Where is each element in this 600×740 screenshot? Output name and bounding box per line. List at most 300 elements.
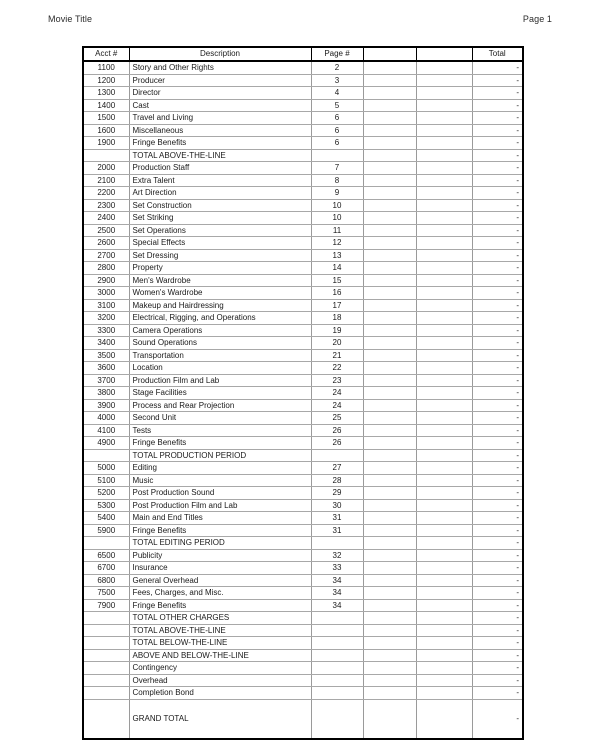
- cell-page[interactable]: 9: [311, 187, 363, 200]
- cell-page[interactable]: 6: [311, 112, 363, 125]
- cell-blank-1[interactable]: [363, 524, 416, 537]
- cell-blank-2[interactable]: [416, 487, 472, 500]
- cell-description[interactable]: Production Staff: [129, 162, 311, 175]
- cell-blank-2[interactable]: [416, 437, 472, 450]
- cell-blank-2[interactable]: [416, 574, 472, 587]
- cell-total[interactable]: -: [472, 399, 523, 412]
- cell-blank-1[interactable]: [363, 662, 416, 675]
- cell-blank-1[interactable]: [363, 537, 416, 550]
- table-row[interactable]: [83, 537, 523, 550]
- cell-total[interactable]: -: [472, 649, 523, 662]
- table-row[interactable]: [83, 612, 523, 625]
- cell-description[interactable]: Director: [129, 87, 311, 100]
- cell-description[interactable]: Fees, Charges, and Misc.: [129, 587, 311, 600]
- cell-blank-2[interactable]: [416, 649, 472, 662]
- table-row[interactable]: [83, 299, 523, 312]
- cell-blank-2[interactable]: [416, 449, 472, 462]
- cell-total[interactable]: -: [472, 412, 523, 425]
- cell-page[interactable]: 19: [311, 324, 363, 337]
- cell-blank-2[interactable]: [416, 162, 472, 175]
- cell-acct[interactable]: [83, 612, 129, 625]
- cell-total[interactable]: -: [472, 299, 523, 312]
- table-row[interactable]: [83, 449, 523, 462]
- cell-acct[interactable]: [83, 687, 129, 700]
- cell-description[interactable]: Completion Bond: [129, 687, 311, 700]
- cell-total[interactable]: -: [472, 61, 523, 74]
- cell-total[interactable]: -: [472, 312, 523, 325]
- table-row[interactable]: [83, 162, 523, 175]
- cell-page[interactable]: 15: [311, 274, 363, 287]
- cell-description[interactable]: Stage Facilities: [129, 387, 311, 400]
- cell-blank-1[interactable]: [363, 612, 416, 625]
- table-row[interactable]: [83, 324, 523, 337]
- cell-acct[interactable]: 5400: [83, 512, 129, 525]
- cell-blank-2[interactable]: [416, 699, 472, 739]
- table-row[interactable]: [83, 662, 523, 675]
- cell-total[interactable]: -: [472, 462, 523, 475]
- cell-total[interactable]: -: [472, 262, 523, 275]
- table-row[interactable]: [83, 249, 523, 262]
- table-row[interactable]: [83, 399, 523, 412]
- cell-description[interactable]: Extra Talent: [129, 174, 311, 187]
- table-row[interactable]: [83, 437, 523, 450]
- cell-description[interactable]: TOTAL ABOVE-THE-LINE: [129, 149, 311, 162]
- cell-acct[interactable]: 3800: [83, 387, 129, 400]
- cell-total[interactable]: -: [472, 637, 523, 650]
- cell-acct[interactable]: 3700: [83, 374, 129, 387]
- cell-acct[interactable]: [83, 649, 129, 662]
- cell-blank-2[interactable]: [416, 499, 472, 512]
- cell-acct[interactable]: 1600: [83, 124, 129, 137]
- cell-description[interactable]: Camera Operations: [129, 324, 311, 337]
- cell-blank-2[interactable]: [416, 287, 472, 300]
- table-row[interactable]: [83, 487, 523, 500]
- table-row[interactable]: [83, 74, 523, 87]
- cell-acct[interactable]: 1400: [83, 99, 129, 112]
- cell-blank-2[interactable]: [416, 674, 472, 687]
- cell-blank-2[interactable]: [416, 637, 472, 650]
- cell-total[interactable]: -: [472, 287, 523, 300]
- cell-blank-1[interactable]: [363, 674, 416, 687]
- cell-page[interactable]: 20: [311, 337, 363, 350]
- table-row[interactable]: [83, 237, 523, 250]
- cell-description[interactable]: Second Unit: [129, 412, 311, 425]
- cell-description[interactable]: Production Film and Lab: [129, 374, 311, 387]
- cell-acct[interactable]: 3400: [83, 337, 129, 350]
- cell-blank-2[interactable]: [416, 112, 472, 125]
- cell-page[interactable]: 7: [311, 162, 363, 175]
- cell-acct[interactable]: 3500: [83, 349, 129, 362]
- cell-total[interactable]: -: [472, 687, 523, 700]
- cell-description[interactable]: Set Operations: [129, 224, 311, 237]
- cell-page[interactable]: 24: [311, 399, 363, 412]
- cell-total[interactable]: -: [472, 624, 523, 637]
- cell-acct[interactable]: [83, 637, 129, 650]
- cell-description[interactable]: Electrical, Rigging, and Operations: [129, 312, 311, 325]
- cell-acct[interactable]: 5200: [83, 487, 129, 500]
- table-row[interactable]: [83, 412, 523, 425]
- cell-blank-1[interactable]: [363, 187, 416, 200]
- cell-acct[interactable]: 1100: [83, 61, 129, 74]
- cell-blank-1[interactable]: [363, 637, 416, 650]
- cell-acct[interactable]: 2500: [83, 224, 129, 237]
- cell-blank-1[interactable]: [363, 587, 416, 600]
- cell-acct[interactable]: 3600: [83, 362, 129, 375]
- table-row[interactable]: [83, 474, 523, 487]
- cell-blank-1[interactable]: [363, 437, 416, 450]
- cell-acct[interactable]: 3300: [83, 324, 129, 337]
- cell-description[interactable]: Men's Wardrobe: [129, 274, 311, 287]
- cell-page[interactable]: 34: [311, 599, 363, 612]
- cell-blank-1[interactable]: [363, 349, 416, 362]
- table-row[interactable]: [83, 312, 523, 325]
- cell-description[interactable]: Editing: [129, 462, 311, 475]
- table-row[interactable]: [83, 424, 523, 437]
- cell-total[interactable]: -: [472, 212, 523, 225]
- cell-acct[interactable]: 2700: [83, 249, 129, 262]
- cell-total[interactable]: -: [472, 324, 523, 337]
- cell-blank-1[interactable]: [363, 312, 416, 325]
- cell-total[interactable]: -: [472, 424, 523, 437]
- cell-page[interactable]: 34: [311, 574, 363, 587]
- cell-acct[interactable]: 3100: [83, 299, 129, 312]
- cell-blank-2[interactable]: [416, 612, 472, 625]
- table-row[interactable]: [83, 349, 523, 362]
- cell-description[interactable]: Location: [129, 362, 311, 375]
- table-row[interactable]: [83, 637, 523, 650]
- cell-acct[interactable]: 5900: [83, 524, 129, 537]
- cell-acct[interactable]: 6700: [83, 562, 129, 575]
- cell-acct[interactable]: 5300: [83, 499, 129, 512]
- cell-total[interactable]: -: [472, 74, 523, 87]
- cell-description[interactable]: Insurance: [129, 562, 311, 575]
- cell-blank-2[interactable]: [416, 224, 472, 237]
- cell-page[interactable]: [311, 674, 363, 687]
- cell-description[interactable]: Main and End Titles: [129, 512, 311, 525]
- cell-blank-1[interactable]: [363, 262, 416, 275]
- cell-description[interactable]: GRAND TOTAL: [129, 699, 311, 739]
- cell-description[interactable]: Property: [129, 262, 311, 275]
- cell-total[interactable]: -: [472, 362, 523, 375]
- cell-page[interactable]: 14: [311, 262, 363, 275]
- table-row[interactable]: [83, 187, 523, 200]
- cell-total[interactable]: -: [472, 662, 523, 675]
- cell-blank-2[interactable]: [416, 624, 472, 637]
- cell-total[interactable]: -: [472, 237, 523, 250]
- cell-blank-2[interactable]: [416, 124, 472, 137]
- cell-page[interactable]: [311, 149, 363, 162]
- cell-blank-1[interactable]: [363, 87, 416, 100]
- table-row[interactable]: [83, 99, 523, 112]
- cell-description[interactable]: TOTAL EDITING PERIOD: [129, 537, 311, 550]
- table-row[interactable]: [83, 624, 523, 637]
- cell-page[interactable]: 10: [311, 212, 363, 225]
- cell-page[interactable]: 31: [311, 512, 363, 525]
- cell-page[interactable]: 12: [311, 237, 363, 250]
- cell-page[interactable]: 29: [311, 487, 363, 500]
- cell-blank-1[interactable]: [363, 512, 416, 525]
- cell-blank-2[interactable]: [416, 462, 472, 475]
- cell-description[interactable]: Art Direction: [129, 187, 311, 200]
- cell-acct[interactable]: 3200: [83, 312, 129, 325]
- cell-acct[interactable]: 5100: [83, 474, 129, 487]
- cell-description[interactable]: Transportation: [129, 349, 311, 362]
- cell-page[interactable]: 6: [311, 124, 363, 137]
- cell-total[interactable]: -: [472, 274, 523, 287]
- cell-blank-1[interactable]: [363, 74, 416, 87]
- table-row[interactable]: [83, 499, 523, 512]
- table-row[interactable]: [83, 699, 523, 739]
- table-row[interactable]: [83, 587, 523, 600]
- cell-blank-2[interactable]: [416, 262, 472, 275]
- cell-acct[interactable]: 6800: [83, 574, 129, 587]
- cell-page[interactable]: 30: [311, 499, 363, 512]
- cell-blank-2[interactable]: [416, 399, 472, 412]
- table-row[interactable]: [83, 124, 523, 137]
- cell-description[interactable]: Women's Wardrobe: [129, 287, 311, 300]
- cell-blank-1[interactable]: [363, 249, 416, 262]
- cell-acct[interactable]: 6500: [83, 549, 129, 562]
- cell-description[interactable]: Producer: [129, 74, 311, 87]
- cell-total[interactable]: -: [472, 612, 523, 625]
- table-row[interactable]: [83, 649, 523, 662]
- cell-blank-1[interactable]: [363, 387, 416, 400]
- cell-acct[interactable]: 4900: [83, 437, 129, 450]
- cell-total[interactable]: -: [472, 87, 523, 100]
- cell-blank-2[interactable]: [416, 537, 472, 550]
- cell-page[interactable]: 26: [311, 437, 363, 450]
- cell-acct[interactable]: [83, 624, 129, 637]
- cell-page[interactable]: 10: [311, 199, 363, 212]
- cell-total[interactable]: -: [472, 374, 523, 387]
- cell-page[interactable]: 13: [311, 249, 363, 262]
- table-row[interactable]: [83, 562, 523, 575]
- cell-blank-1[interactable]: [363, 112, 416, 125]
- cell-description[interactable]: Cast: [129, 99, 311, 112]
- cell-blank-2[interactable]: [416, 74, 472, 87]
- cell-blank-1[interactable]: [363, 174, 416, 187]
- cell-total[interactable]: -: [472, 187, 523, 200]
- cell-total[interactable]: -: [472, 537, 523, 550]
- cell-description[interactable]: Tests: [129, 424, 311, 437]
- table-row[interactable]: [83, 574, 523, 587]
- cell-total[interactable]: -: [472, 137, 523, 150]
- cell-blank-1[interactable]: [363, 687, 416, 700]
- cell-blank-2[interactable]: [416, 274, 472, 287]
- cell-blank-1[interactable]: [363, 599, 416, 612]
- cell-description[interactable]: ABOVE AND BELOW-THE-LINE: [129, 649, 311, 662]
- cell-acct[interactable]: 2200: [83, 187, 129, 200]
- cell-blank-2[interactable]: [416, 424, 472, 437]
- cell-description[interactable]: Miscellaneous: [129, 124, 311, 137]
- cell-page[interactable]: 24: [311, 387, 363, 400]
- cell-blank-1[interactable]: [363, 399, 416, 412]
- cell-description[interactable]: Post Production Film and Lab: [129, 499, 311, 512]
- cell-page[interactable]: 17: [311, 299, 363, 312]
- cell-blank-2[interactable]: [416, 512, 472, 525]
- cell-acct[interactable]: [83, 149, 129, 162]
- cell-page[interactable]: 3: [311, 74, 363, 87]
- cell-page[interactable]: [311, 699, 363, 739]
- cell-page[interactable]: 33: [311, 562, 363, 575]
- cell-blank-2[interactable]: [416, 349, 472, 362]
- cell-page[interactable]: 31: [311, 524, 363, 537]
- cell-description[interactable]: Set Striking: [129, 212, 311, 225]
- table-row[interactable]: [83, 687, 523, 700]
- cell-total[interactable]: -: [472, 162, 523, 175]
- cell-blank-1[interactable]: [363, 324, 416, 337]
- table-row[interactable]: [83, 549, 523, 562]
- cell-acct[interactable]: 2100: [83, 174, 129, 187]
- table-row[interactable]: [83, 287, 523, 300]
- cell-page[interactable]: 34: [311, 587, 363, 600]
- cell-blank-2[interactable]: [416, 187, 472, 200]
- cell-blank-2[interactable]: [416, 662, 472, 675]
- table-row[interactable]: [83, 512, 523, 525]
- cell-description[interactable]: Fringe Benefits: [129, 524, 311, 537]
- cell-description[interactable]: Contingency: [129, 662, 311, 675]
- cell-blank-1[interactable]: [363, 337, 416, 350]
- cell-page[interactable]: 21: [311, 349, 363, 362]
- table-row[interactable]: [83, 137, 523, 150]
- cell-total[interactable]: -: [472, 599, 523, 612]
- cell-total[interactable]: -: [472, 249, 523, 262]
- cell-acct[interactable]: [83, 449, 129, 462]
- cell-blank-1[interactable]: [363, 274, 416, 287]
- cell-acct[interactable]: 2400: [83, 212, 129, 225]
- table-row[interactable]: [83, 274, 523, 287]
- cell-page[interactable]: 4: [311, 87, 363, 100]
- cell-acct[interactable]: 1200: [83, 74, 129, 87]
- cell-total[interactable]: -: [472, 112, 523, 125]
- cell-page[interactable]: 6: [311, 137, 363, 150]
- cell-description[interactable]: Process and Rear Projection: [129, 399, 311, 412]
- cell-acct[interactable]: 2000: [83, 162, 129, 175]
- cell-blank-1[interactable]: [363, 462, 416, 475]
- cell-acct[interactable]: 3900: [83, 399, 129, 412]
- cell-blank-2[interactable]: [416, 587, 472, 600]
- cell-page[interactable]: 18: [311, 312, 363, 325]
- cell-blank-1[interactable]: [363, 99, 416, 112]
- cell-description[interactable]: Story and Other Rights: [129, 61, 311, 74]
- cell-acct[interactable]: 2600: [83, 237, 129, 250]
- cell-description[interactable]: Set Construction: [129, 199, 311, 212]
- cell-total[interactable]: -: [472, 99, 523, 112]
- cell-blank-1[interactable]: [363, 624, 416, 637]
- cell-acct[interactable]: 5000: [83, 462, 129, 475]
- table-row[interactable]: [83, 112, 523, 125]
- table-row[interactable]: [83, 262, 523, 275]
- cell-page[interactable]: [311, 537, 363, 550]
- cell-blank-1[interactable]: [363, 212, 416, 225]
- cell-description[interactable]: Makeup and Hairdressing: [129, 299, 311, 312]
- cell-blank-1[interactable]: [363, 162, 416, 175]
- cell-total[interactable]: -: [472, 449, 523, 462]
- cell-total[interactable]: -: [472, 199, 523, 212]
- cell-acct[interactable]: 7500: [83, 587, 129, 600]
- cell-acct[interactable]: [83, 674, 129, 687]
- cell-acct[interactable]: [83, 699, 129, 739]
- cell-description[interactable]: Special Effects: [129, 237, 311, 250]
- cell-blank-1[interactable]: [363, 474, 416, 487]
- cell-blank-1[interactable]: [363, 287, 416, 300]
- cell-description[interactable]: TOTAL PRODUCTION PERIOD: [129, 449, 311, 462]
- table-row[interactable]: [83, 212, 523, 225]
- cell-blank-1[interactable]: [363, 574, 416, 587]
- table-row[interactable]: [83, 362, 523, 375]
- cell-acct[interactable]: 1900: [83, 137, 129, 150]
- table-row[interactable]: [83, 174, 523, 187]
- cell-description[interactable]: Set Dressing: [129, 249, 311, 262]
- cell-page[interactable]: 11: [311, 224, 363, 237]
- cell-acct[interactable]: [83, 662, 129, 675]
- table-row[interactable]: [83, 149, 523, 162]
- cell-total[interactable]: -: [472, 224, 523, 237]
- cell-acct[interactable]: 2800: [83, 262, 129, 275]
- cell-blank-1[interactable]: [363, 299, 416, 312]
- cell-total[interactable]: -: [472, 174, 523, 187]
- cell-page[interactable]: 26: [311, 424, 363, 437]
- cell-description[interactable]: General Overhead: [129, 574, 311, 587]
- cell-blank-2[interactable]: [416, 199, 472, 212]
- cell-total[interactable]: -: [472, 474, 523, 487]
- cell-blank-2[interactable]: [416, 387, 472, 400]
- cell-blank-1[interactable]: [363, 124, 416, 137]
- cell-description[interactable]: Publicity: [129, 549, 311, 562]
- cell-page[interactable]: [311, 649, 363, 662]
- table-row[interactable]: [83, 599, 523, 612]
- cell-description[interactable]: Travel and Living: [129, 112, 311, 125]
- cell-acct[interactable]: 3000: [83, 287, 129, 300]
- table-row[interactable]: [83, 199, 523, 212]
- cell-blank-1[interactable]: [363, 424, 416, 437]
- cell-description[interactable]: TOTAL OTHER CHARGES: [129, 612, 311, 625]
- cell-total[interactable]: -: [472, 574, 523, 587]
- cell-blank-2[interactable]: [416, 599, 472, 612]
- cell-page[interactable]: [311, 687, 363, 700]
- cell-blank-2[interactable]: [416, 549, 472, 562]
- cell-acct[interactable]: [83, 537, 129, 550]
- cell-total[interactable]: -: [472, 549, 523, 562]
- cell-page[interactable]: [311, 449, 363, 462]
- cell-page[interactable]: [311, 662, 363, 675]
- cell-blank-2[interactable]: [416, 174, 472, 187]
- cell-acct[interactable]: 1300: [83, 87, 129, 100]
- cell-total[interactable]: -: [472, 587, 523, 600]
- cell-total[interactable]: -: [472, 562, 523, 575]
- cell-blank-2[interactable]: [416, 99, 472, 112]
- table-row[interactable]: [83, 87, 523, 100]
- cell-description[interactable]: Fringe Benefits: [129, 437, 311, 450]
- cell-blank-1[interactable]: [363, 199, 416, 212]
- cell-acct[interactable]: 4000: [83, 412, 129, 425]
- cell-blank-2[interactable]: [416, 61, 472, 74]
- table-row[interactable]: [83, 387, 523, 400]
- cell-description[interactable]: Fringe Benefits: [129, 599, 311, 612]
- cell-acct[interactable]: 4100: [83, 424, 129, 437]
- cell-page[interactable]: 27: [311, 462, 363, 475]
- cell-description[interactable]: TOTAL ABOVE-THE-LINE: [129, 624, 311, 637]
- cell-blank-2[interactable]: [416, 149, 472, 162]
- cell-blank-2[interactable]: [416, 412, 472, 425]
- cell-blank-2[interactable]: [416, 237, 472, 250]
- cell-blank-1[interactable]: [363, 149, 416, 162]
- cell-blank-1[interactable]: [363, 549, 416, 562]
- cell-blank-2[interactable]: [416, 474, 472, 487]
- cell-page[interactable]: 25: [311, 412, 363, 425]
- cell-blank-1[interactable]: [363, 699, 416, 739]
- cell-blank-1[interactable]: [363, 362, 416, 375]
